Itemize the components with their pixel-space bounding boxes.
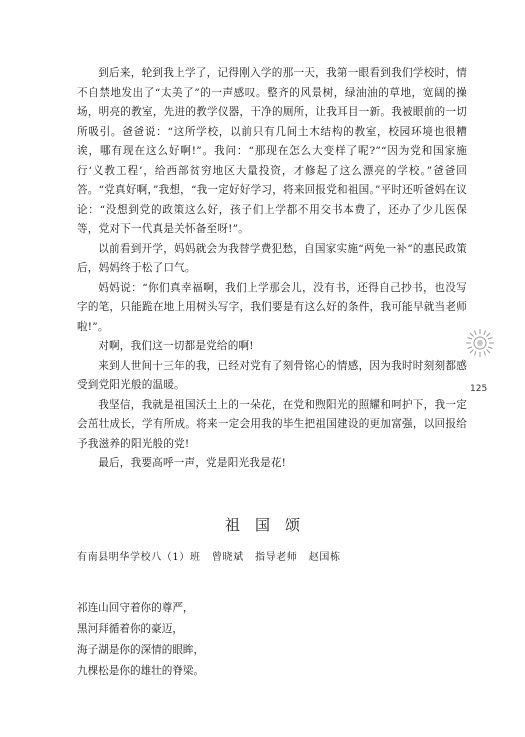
poem-line: 黑河拜循着你的豪迈， — [77, 623, 183, 635]
poem-body — [77, 598, 457, 682]
essay-paragraph: 对啊，我们这一切都是党给的啊! — [98, 340, 254, 352]
essay-paragraph: 我坚信，我就是祖国沃土上的一朵花，在党和煦阳光的照耀和呵护下，我一定会茁壮成长，学有所成。将来一定会用我的毕生把祖国建设的更加富强，以回报给予我滋养的阳光般的党! — [77, 398, 467, 450]
poem-line: 祁连山回守着你的尊严， — [77, 602, 194, 614]
essay-paragraph: 妈妈说：“你们真幸福啊，我们上学那会儿，没有书，还得自己抄书，也没写字的笔，只能跪在地上用树头写字，我们要是有这么好的条件，我可能早就当老师啦!”。 — [77, 281, 467, 333]
sunburst-ornament-icon — [465, 328, 495, 358]
poem-line: 海子湖是你的深情的眼眸， — [77, 644, 205, 656]
essay-paragraph: 最后，我要高呼一声，党是阳光我是花! — [98, 457, 287, 469]
essay-paragraph: 到后来，轮到我上学了，记得刚入学的那一天，我第一眼看到我们学校时，情不自禁地发出了“太美了”的一声感叹。整齐的风景树，绿油油的草地，宽阔的操场，明亮的教室，先进的教学仪器，干净的厕所，让我耳目一新。我被眼前的一切所吸引。爸爸说：“这所学校，以前只有几间土木结构的教室，校园环境也很糟诶，哪有现在这么好啊!”。我问：“那现在怎么大变样了呢?”“因为党和国家施行‘义教工程’，给西部贫穷地区大量投资，才修起了这么漂亮的学校。”爸爸回答。“党真好啊，”我想，“我一定好好学习，将来回报党和祖国。”平时还听爸妈在议论：“没想到党的政策这么好，孩子们上学都不用交书本费了，还办了少儿医保等，党对下一代真是关怀备至呀!”。 — [77, 67, 467, 235]
essay-paragraph: 以前看到开学，妈妈就会为我替学费犯愁，自国家实施“两免一补”的惠民政策后，妈妈终于松了口气。 — [77, 242, 467, 274]
essay-body — [77, 64, 467, 474]
essay-paragraph: 来到人世间十三年的我，已经对党有了刻骨铭心的情感，因为我时时刻刻都感受到党阳光般的温暖。 — [77, 359, 467, 391]
page-number: 125 — [470, 384, 488, 394]
poem-byline: 有南县明华学校八（1）班 曾晓斌 指导老师 赵国栋 — [77, 552, 341, 563]
poem-line: 九棵松是你的雄壮的脊梁。 — [77, 665, 205, 677]
poem-title: 祖国颂 — [224, 516, 315, 534]
